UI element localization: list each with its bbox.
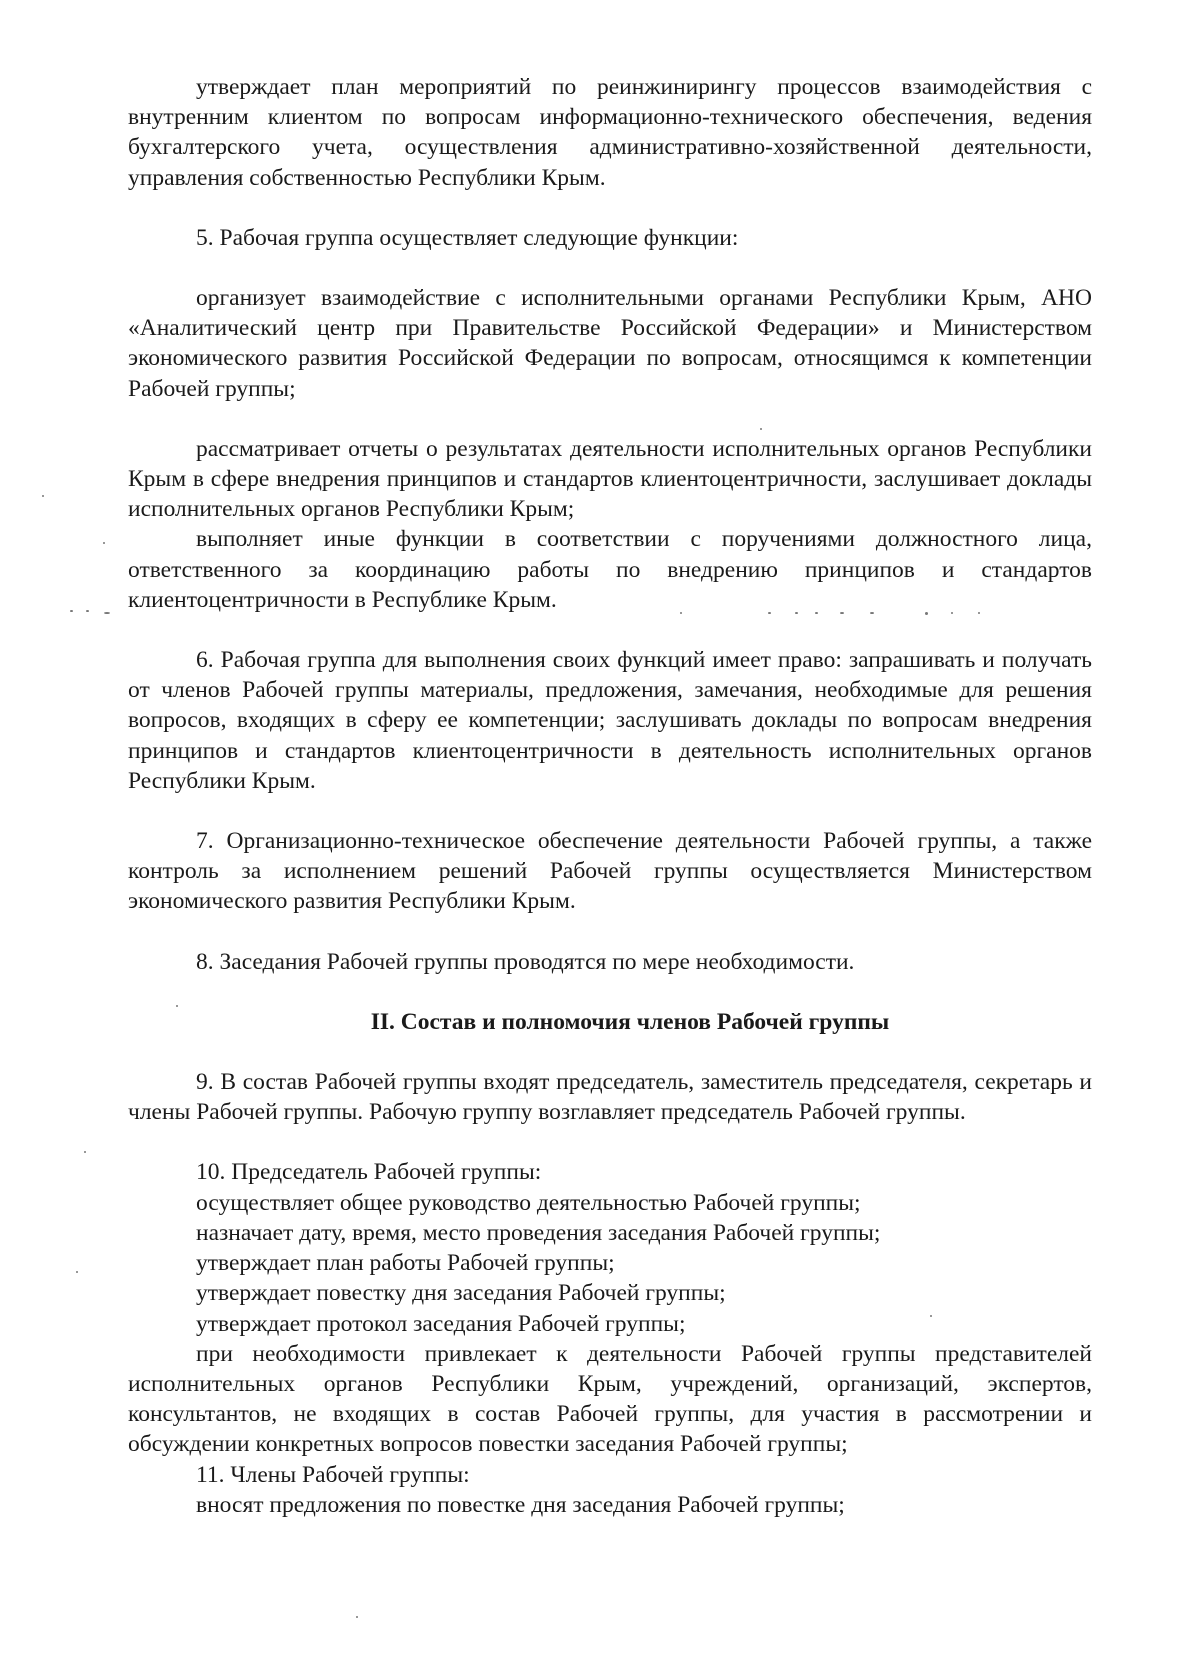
clause-7: 7. Организационно-техническое обеспечение деятельности Рабочей группы, а также контроль за исполнением решений Рабочей группы осуществляется Министерством экономического развития Республики Крым.	[128, 828, 1092, 915]
clause-5-title: 5. Рабочая группа осуществляет следующие функции:	[196, 224, 739, 251]
scan-speck	[951, 612, 953, 614]
scan-speck	[84, 1151, 86, 1153]
scan-speck	[42, 495, 44, 497]
scan-speck	[840, 612, 844, 614]
scan-speck	[176, 1005, 178, 1007]
clause-6: 6. Рабочая группа для выполнения своих функций имеет право: запрашивать и получать от членов Рабочей группы материалы, предложения, замечания, необходимые для решения вопросов, входящих в сферу ее компетенции; заслушивать доклады по вопросам внедрения принципов и стандартов клиентоцентричности в деятельность исполнительных органов Республики Крым.	[128, 647, 1092, 794]
scan-speck	[870, 612, 874, 614]
scan-speck	[768, 612, 771, 614]
scan-speck	[760, 428, 762, 430]
clause-10-item: утверждает повестку дня заседания Рабочей группы;	[196, 1280, 726, 1307]
scan-speck	[795, 612, 798, 614]
clause-10-title: 10. Председатель Рабочей группы:	[196, 1159, 542, 1186]
clause-10-item: утверждает протокол заседания Рабочей группы;	[196, 1310, 686, 1337]
scan-speck	[356, 1616, 358, 1618]
scan-speck	[815, 612, 818, 614]
clause-5-function-1: организует взаимодействие с исполнительными органами Республики Крым, АНО «Аналитический центр при Правительстве Российской Федерации» и Министерством экономического развития Российской Федерации по вопросам, относящимся к компетенции Рабочей группы;	[128, 285, 1092, 402]
document-page	[128, 72, 1092, 1520]
clause-5-function-3: выполняет иные функции в соответствии с поручениями должностного лица, ответственного за координацию работы по внедрению принципов и стандартов клиентоцентричности в Республике Крым.	[128, 526, 1092, 613]
section-2-heading: II. Состав и полномочия членов Рабочей группы	[370, 1008, 890, 1035]
scan-speck	[76, 1271, 78, 1273]
clause-11-title: 11. Члены Рабочей группы:	[196, 1461, 470, 1488]
clause-11-item: вносят предложения по повестке дня заседания Рабочей группы;	[196, 1491, 845, 1518]
intro-paragraph: утверждает план мероприятий по реинжинирингу процессов взаимодействия с внутренним клиентом по вопросам информационно-технического обеспечения, ведения бухгалтерского учета, осуществления административно-хозяйственной деятельности, управления собственностью Республики Крым.	[128, 74, 1092, 191]
clause-10-item: осуществляет общее руководство деятельностью Рабочей группы;	[196, 1189, 861, 1216]
scan-speck	[930, 1315, 932, 1317]
clause-9: 9. В состав Рабочей группы входят председатель, заместитель председателя, секретарь и члены Рабочей группы. Рабочую группу возглавляет председатель Рабочей группы.	[128, 1069, 1092, 1126]
clause-8: 8. Заседания Рабочей группы проводятся по мере необходимости.	[196, 948, 855, 975]
clause-10-item: назначает дату, время, место проведения заседания Рабочей группы;	[196, 1219, 881, 1246]
scan-speck	[925, 612, 928, 615]
scan-speck	[680, 612, 682, 614]
scan-speck	[104, 612, 110, 614]
scan-speck	[70, 610, 73, 612]
scan-speck	[86, 610, 89, 612]
clause-5-function-2: рассматривает отчеты о результатах деятельности исполнительных органов Республики Крым в сфере внедрения принципов и стандартов клиентоцентричности, заслушивает доклады исполнительных органов Республики Крым;	[128, 435, 1092, 523]
clause-10-item: утверждает план работы Рабочей группы;	[196, 1250, 615, 1277]
scan-speck	[978, 612, 980, 614]
clause-10-last-item: при необходимости привлекает к деятельности Рабочей группы представителей исполнительных органов Республики Крым, учреждений, организаций, экспертов, консультантов, не входящих в состав Рабочей группы, для участия в рассмотрении и обсуждении конкретных вопросов повестки заседания Рабочей группы;	[128, 1340, 1092, 1458]
scan-speck	[103, 542, 105, 544]
